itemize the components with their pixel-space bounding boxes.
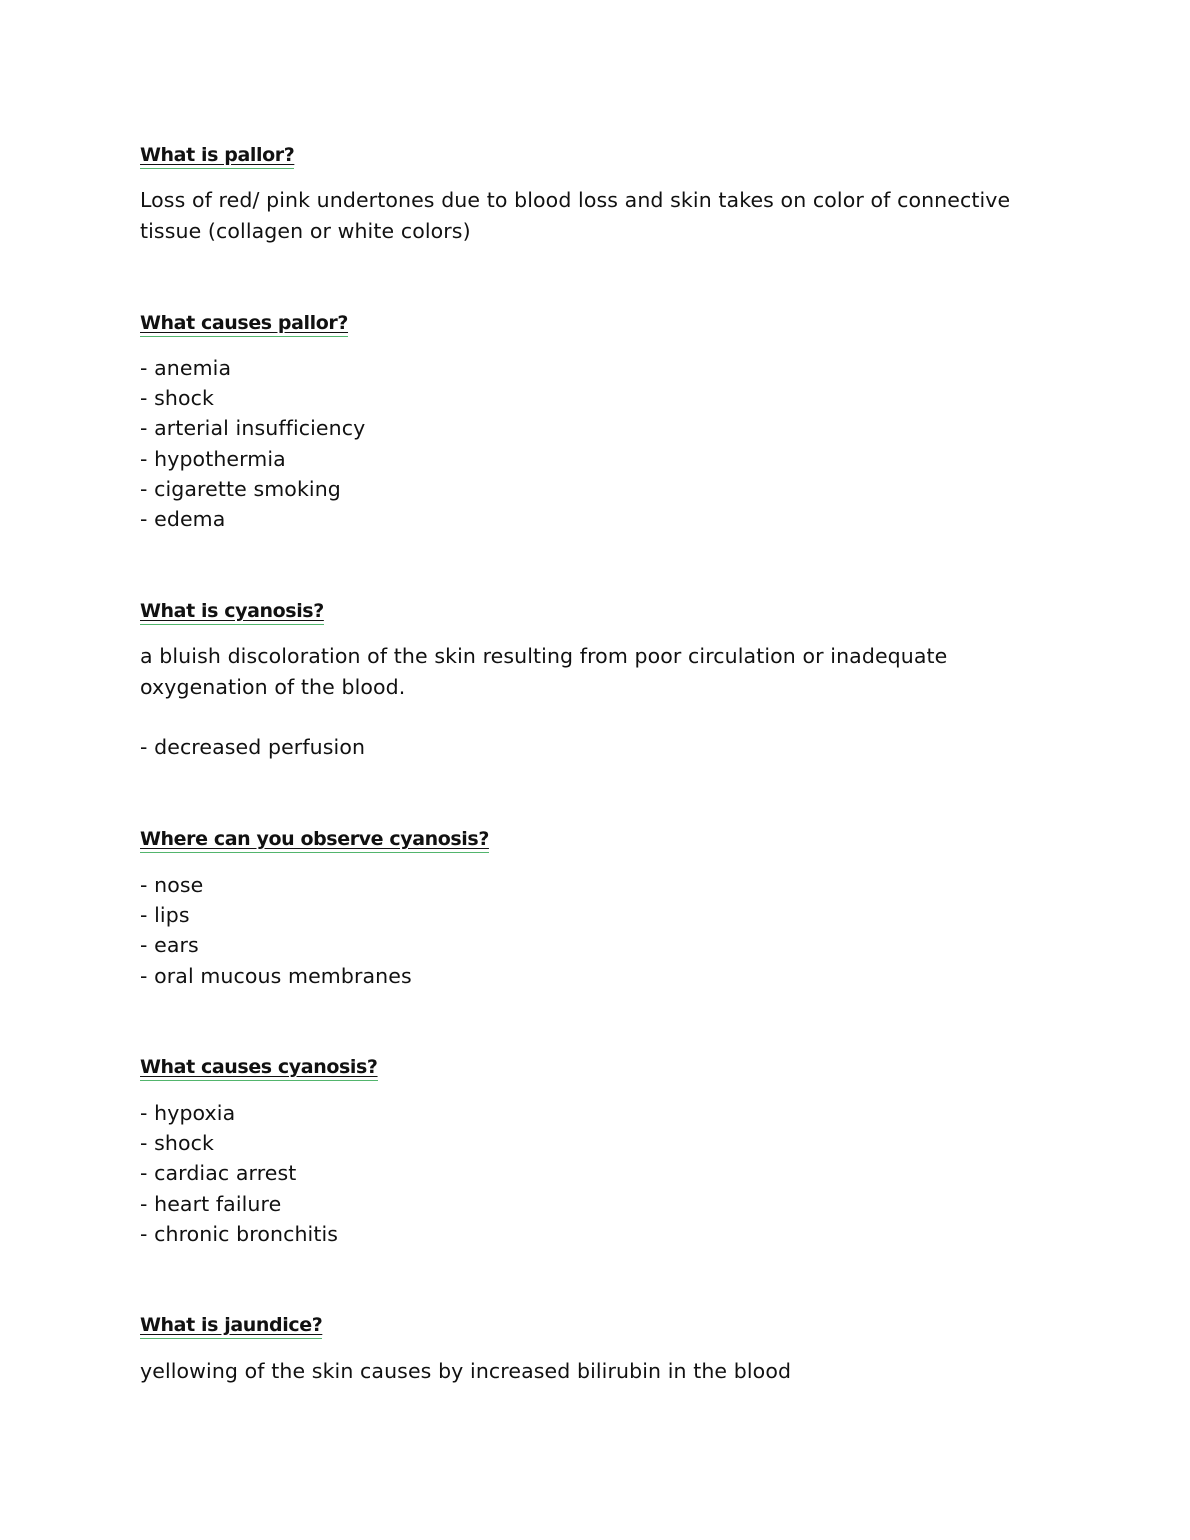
list-cyanosis-causes bbox=[140, 1098, 338, 1249]
list-item: - chronic bronchitis bbox=[140, 1221, 339, 1246]
list-item: - hypothermia bbox=[140, 446, 286, 471]
list-item: - cardiac arrest bbox=[140, 1161, 297, 1186]
list-item: - shock bbox=[140, 386, 214, 411]
paragraph-pallor-definition: Loss of red/ pink undertones due to blood loss and skin takes on color of connective tissue (collagen or white colors) bbox=[140, 188, 1011, 243]
list-item: - decreased perfusion bbox=[140, 735, 366, 759]
list-item: - hypoxia bbox=[140, 1101, 236, 1125]
list-item: - nose bbox=[140, 873, 204, 897]
heading-what-is-pallor: What is pallor? bbox=[140, 141, 294, 169]
heading-where-observe-cyanosis: Where can you observe cyanosis? bbox=[140, 825, 489, 853]
heading-what-causes-pallor: What causes pallor? bbox=[140, 309, 348, 337]
heading-what-causes-cyanosis: What causes cyanosis? bbox=[140, 1053, 378, 1081]
list-item: - edema bbox=[140, 507, 226, 532]
list-item: - anemia bbox=[140, 356, 232, 380]
list-item: - cigarette smoking bbox=[140, 476, 341, 501]
list-item: - lips bbox=[140, 903, 190, 928]
list-item: - heart failure bbox=[140, 1191, 282, 1216]
list-item: - oral mucous membranes bbox=[140, 963, 412, 988]
paragraph-cyanosis-definition: a bluish discoloration of the skin resulting from poor circulation or inadequate oxygenation of the blood. bbox=[140, 644, 948, 699]
list-item: - shock bbox=[140, 1131, 214, 1156]
list-item: - ears bbox=[140, 933, 199, 958]
heading-what-is-jaundice: What is jaundice? bbox=[140, 1311, 322, 1339]
heading-what-is-cyanosis: What is cyanosis? bbox=[140, 597, 324, 625]
list-cyanosis-notes bbox=[140, 732, 365, 762]
list-item: - arterial insufficiency bbox=[140, 416, 366, 441]
list-pallor-causes bbox=[140, 353, 365, 534]
paragraph-jaundice-definition: yellowing of the skin causes by increased bilirubin in the blood bbox=[140, 1359, 792, 1383]
list-cyanosis-locations bbox=[140, 870, 412, 991]
